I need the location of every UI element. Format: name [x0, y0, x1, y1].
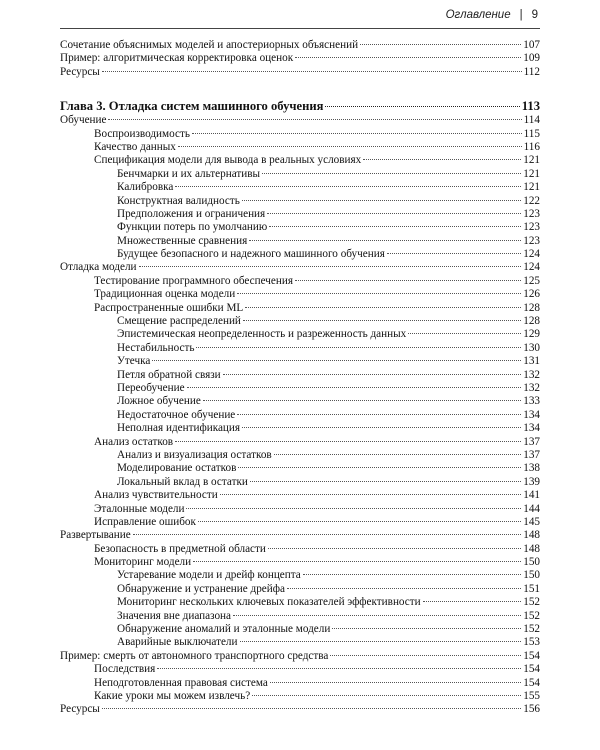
- dot-leader: [193, 561, 521, 562]
- dot-leader: [203, 400, 521, 401]
- toc-entry-title: Локальный вклад в остатки: [117, 475, 248, 488]
- toc-entry-page: 137: [523, 435, 540, 448]
- toc-entry[interactable]: [60, 154, 540, 167]
- toc-entry-page: 138: [523, 462, 540, 475]
- toc-entry[interactable]: [60, 141, 540, 154]
- toc-entry-page: 139: [523, 475, 540, 488]
- dot-leader: [198, 521, 521, 522]
- toc-entry-page: 153: [523, 636, 540, 649]
- toc-entry-page: 124: [523, 261, 540, 274]
- dot-leader: [175, 441, 521, 442]
- toc-entry-page: 123: [523, 221, 540, 234]
- dot-leader: [220, 494, 522, 495]
- dot-leader: [267, 213, 521, 214]
- toc-entry-title: Пример: алгоритмическая корректировка оценок: [60, 52, 294, 65]
- toc-entry-page: 107: [523, 39, 540, 51]
- toc-entry[interactable]: [60, 436, 540, 449]
- header-rule: [60, 28, 540, 29]
- dot-leader: [332, 628, 521, 629]
- toc-entry[interactable]: [60, 516, 540, 529]
- toc-entry[interactable]: [60, 235, 540, 248]
- toc-entry-title: Распространенные ошибки ML: [94, 301, 244, 314]
- toc-entry[interactable]: [60, 476, 540, 489]
- toc-entry[interactable]: [60, 610, 540, 623]
- dot-leader: [387, 253, 521, 254]
- toc-entry-title: Мониторинг нескольких ключевых показателей эффективности: [117, 596, 421, 609]
- dot-leader: [196, 347, 521, 348]
- dot-leader: [192, 133, 522, 134]
- toc-entry-page: 123: [523, 234, 540, 247]
- toc-entry-title: Воспроизводимость: [94, 127, 190, 140]
- toc-entry-page: 152: [523, 609, 540, 622]
- dot-leader: [295, 57, 521, 58]
- dot-leader: [187, 387, 522, 388]
- toc-entry-title: Какие уроки мы можем извлечь?: [94, 689, 251, 702]
- toc-entry-title: Ресурсы: [60, 703, 100, 716]
- toc-entry-page: 148: [523, 529, 540, 542]
- toc-entry[interactable]: [60, 650, 540, 663]
- toc-entry-title: Традиционная оценка модели: [94, 288, 236, 301]
- dot-leader: [237, 414, 521, 415]
- toc-entry-page: 129: [523, 328, 540, 341]
- dot-leader: [223, 374, 522, 375]
- toc-entry-title: Моделирование остатков: [117, 462, 237, 475]
- table-of-contents: [60, 39, 540, 717]
- toc-entry[interactable]: [60, 328, 540, 341]
- toc-entry[interactable]: [60, 703, 540, 716]
- toc-entry[interactable]: [60, 114, 540, 127]
- toc-entry-page: 132: [523, 381, 540, 394]
- toc-entry-page: 134: [523, 408, 540, 421]
- toc-entry-page: 125: [523, 274, 540, 287]
- toc-entry-title: Неполная идентификация: [117, 422, 241, 435]
- dot-leader: [363, 159, 521, 160]
- toc-entry-title: Спецификация модели для вывода в реальных условиях: [94, 154, 362, 167]
- toc-entry-page: 116: [523, 140, 540, 153]
- toc-entry-page: 121: [523, 154, 540, 167]
- dot-leader: [262, 173, 521, 174]
- toc-entry-title: Развертывание: [60, 529, 131, 542]
- toc-entry-page: 131: [523, 355, 540, 368]
- dot-leader: [287, 588, 521, 589]
- toc-entry-title: Предположения и ограничения: [117, 207, 266, 220]
- toc-entry[interactable]: [60, 663, 540, 676]
- dot-leader: [268, 548, 521, 549]
- toc-entry-title: Анализ и визуализация остатков: [117, 448, 272, 461]
- dot-leader: [303, 574, 521, 575]
- toc-entry-title: Функции потерь по умолчанию: [117, 221, 268, 234]
- toc-entry-page: 130: [523, 341, 540, 354]
- toc-entry[interactable]: [60, 355, 540, 368]
- toc-entry-page: 152: [523, 623, 540, 636]
- toc-entry[interactable]: [60, 39, 540, 52]
- toc-entry-title: Последствия: [94, 663, 156, 676]
- toc-entry-title: Анализ чувствительности: [94, 489, 218, 502]
- running-header: [446, 9, 538, 21]
- toc-entry-page: 141: [523, 489, 540, 502]
- dot-leader: [237, 293, 521, 294]
- toc-entry-page: 134: [523, 422, 540, 435]
- toc-entry[interactable]: [60, 422, 540, 435]
- chapter-heading[interactable]: [60, 98, 540, 114]
- toc-entry-title: Анализ остатков: [94, 435, 174, 448]
- toc-entry[interactable]: [60, 275, 540, 288]
- header-separator: |: [519, 9, 523, 21]
- dot-leader: [240, 641, 522, 642]
- dot-leader: [408, 333, 521, 334]
- toc-entry[interactable]: [60, 382, 540, 395]
- toc-entry-title: Бенчмарки и их альтернативы: [117, 167, 261, 180]
- toc-entry[interactable]: [60, 315, 540, 328]
- toc-entry-title: Конструктная валидность: [117, 194, 240, 207]
- toc-entry[interactable]: [60, 556, 540, 569]
- toc-entry-page: 123: [523, 207, 540, 220]
- toc-entry[interactable]: [60, 543, 540, 556]
- toc-entry[interactable]: [60, 529, 540, 542]
- toc-entry[interactable]: [60, 596, 540, 609]
- toc-entry-page: 126: [523, 288, 540, 301]
- toc-entry-title: Исправление ошибок: [94, 515, 196, 528]
- dot-leader: [102, 71, 522, 72]
- dot-leader: [157, 668, 521, 669]
- toc-entry-page: 114: [523, 114, 540, 127]
- toc-entry[interactable]: [60, 503, 540, 516]
- toc-entry[interactable]: [60, 168, 540, 181]
- toc-entry[interactable]: [60, 248, 540, 261]
- dot-leader: [178, 146, 522, 147]
- toc-entry[interactable]: [60, 66, 540, 79]
- toc-entry-title: Эпистемическая неопределенность и разреженность данных: [117, 328, 407, 341]
- toc-entry-title: Петля обратной связи: [117, 368, 221, 381]
- toc-entry-page: 137: [523, 448, 540, 461]
- toc-entry-title: Отладка модели: [60, 261, 137, 274]
- toc-entry-page: 128: [523, 301, 540, 314]
- toc-entry[interactable]: [60, 636, 540, 649]
- toc-entry[interactable]: [60, 128, 540, 141]
- toc-entry-page: 109: [523, 52, 540, 65]
- header-page-number: 9: [531, 9, 538, 21]
- toc-entry[interactable]: [60, 409, 540, 422]
- toc-entry[interactable]: [60, 623, 540, 636]
- toc-entry-title: Эталонные модели: [94, 502, 185, 515]
- toc-entry-title: Ресурсы: [60, 65, 100, 78]
- toc-entry[interactable]: [60, 261, 540, 274]
- toc-entry-page: 150: [523, 569, 540, 582]
- toc-entry-title: Ложное обучение: [117, 395, 201, 408]
- toc-entry-title: Утечка: [117, 355, 151, 368]
- toc-entry-page: 154: [523, 663, 540, 676]
- dot-leader: [295, 280, 521, 281]
- toc-entry-title: Качество данных: [94, 140, 176, 153]
- toc-entry-page: 124: [523, 248, 540, 261]
- toc-entry[interactable]: [60, 369, 540, 382]
- toc-entry-page: 121: [523, 167, 540, 180]
- toc-entry-page: 133: [523, 395, 540, 408]
- dot-leader: [423, 601, 522, 602]
- dot-leader: [270, 682, 521, 683]
- toc-entry[interactable]: [60, 395, 540, 408]
- toc-entry-page: 112: [523, 65, 540, 78]
- toc-entry-title: Множественные сравнения: [117, 234, 248, 247]
- dot-leader: [325, 106, 519, 107]
- toc-entry-page: 121: [523, 181, 540, 194]
- toc-entry[interactable]: [60, 288, 540, 301]
- toc-entry-title: Значения вне диапазона: [117, 609, 231, 622]
- toc-entry[interactable]: [60, 342, 540, 355]
- dot-leader: [330, 655, 521, 656]
- dot-leader: [139, 266, 522, 267]
- dot-leader: [186, 508, 521, 509]
- dot-leader: [175, 186, 521, 187]
- toc-entry[interactable]: [60, 195, 540, 208]
- toc-entry-page: 132: [523, 368, 540, 381]
- toc-entry-title: Обнаружение и устранение дрейфа: [117, 582, 285, 595]
- toc-entry-title: Глава 3. Отладка систем машинного обучения: [60, 99, 324, 114]
- toc-entry-title: Устаревание модели и дрейф концепта: [117, 569, 301, 582]
- dot-leader: [252, 695, 521, 696]
- toc-entry-page: 128: [523, 315, 540, 328]
- dot-leader: [238, 467, 521, 468]
- toc-entry-page: 155: [523, 689, 540, 702]
- toc-entry[interactable]: [60, 462, 540, 475]
- toc-entry[interactable]: [60, 52, 540, 65]
- toc-entry-page: 156: [523, 703, 540, 716]
- toc-entry-title: Обучение: [60, 114, 107, 127]
- dot-leader: [233, 615, 521, 616]
- toc-entry-title: Мониторинг модели: [94, 556, 192, 569]
- toc-entry-title: Неподготовленная правовая система: [94, 676, 268, 689]
- chapter-gap: [60, 79, 540, 98]
- toc-entry[interactable]: [60, 449, 540, 462]
- dot-leader: [250, 481, 521, 482]
- dot-leader: [274, 454, 522, 455]
- toc-entry[interactable]: [60, 489, 540, 502]
- dot-leader: [360, 44, 521, 45]
- toc-entry-page: 122: [523, 194, 540, 207]
- toc-entry-title: Обнаружение аномалий и эталонные модели: [117, 623, 331, 636]
- toc-entry-title: Сочетание объяснимых моделей и апостериорных объяснений: [60, 39, 359, 51]
- toc-entry-title: Безопасность в предметной области: [94, 542, 266, 555]
- dot-leader: [242, 200, 521, 201]
- toc-entry-page: 151: [523, 582, 540, 595]
- toc-entry[interactable]: [60, 221, 540, 234]
- toc-entry-page: 154: [523, 649, 540, 662]
- toc-entry-page: 145: [523, 515, 540, 528]
- dot-leader: [133, 534, 522, 535]
- toc-entry-title: Пример: смерть от автономного транспортного средства: [60, 649, 329, 662]
- toc-entry[interactable]: [60, 181, 540, 194]
- toc-entry-title: Недостаточное обучение: [117, 408, 236, 421]
- toc-entry[interactable]: [60, 569, 540, 582]
- toc-entry[interactable]: [60, 583, 540, 596]
- toc-entry[interactable]: [60, 302, 540, 315]
- toc-entry-title: Тестирование программного обеспечения: [94, 274, 294, 287]
- toc-entry-page: 150: [523, 556, 540, 569]
- toc-entry-title: Калибровка: [117, 181, 174, 194]
- toc-entry[interactable]: [60, 208, 540, 221]
- toc-entry-title: Аварийные выключатели: [117, 636, 238, 649]
- toc-entry-page: 148: [523, 542, 540, 555]
- toc-entry-page: 115: [523, 127, 540, 140]
- toc-entry-title: Смещение распределений: [117, 315, 241, 328]
- dot-leader: [245, 307, 521, 308]
- dot-leader: [269, 226, 521, 227]
- toc-entry-page: 113: [521, 99, 540, 114]
- dot-leader: [108, 119, 521, 120]
- toc-entry-title: Переобучение: [117, 381, 185, 394]
- dot-leader: [243, 320, 521, 321]
- dot-leader: [242, 427, 521, 428]
- toc-entry-title: Нестабильность: [117, 341, 195, 354]
- dot-leader: [249, 240, 521, 241]
- toc-entry-title: Будущее безопасного и надежного машинного обучения: [117, 248, 385, 261]
- toc-entry-page: 154: [523, 676, 540, 689]
- toc-entry-page: 144: [523, 502, 540, 515]
- toc-entry[interactable]: [60, 677, 540, 690]
- toc-entry-page: 152: [523, 596, 540, 609]
- dot-leader: [102, 708, 521, 709]
- dot-leader: [152, 360, 521, 361]
- header-section: Оглавление: [445, 9, 511, 21]
- toc-entry[interactable]: [60, 690, 540, 703]
